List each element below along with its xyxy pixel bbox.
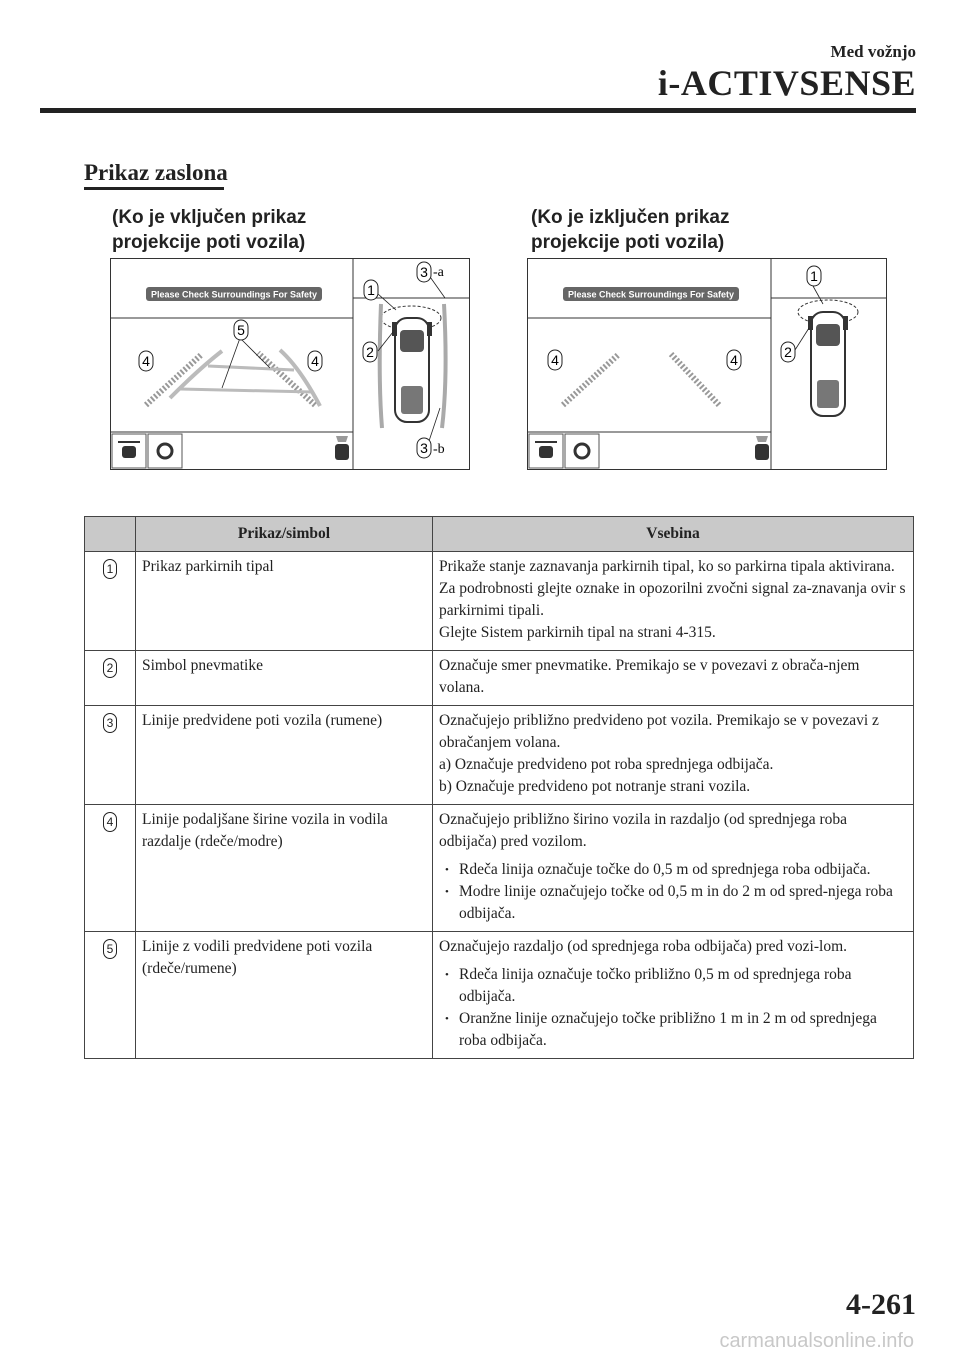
table-header-cell: Prikaz/simbol bbox=[136, 517, 433, 552]
row-content bbox=[433, 651, 914, 706]
page-number: 4-261 bbox=[846, 1288, 916, 1321]
header-section-label: Med vožnjo bbox=[830, 42, 916, 61]
callout-2 bbox=[781, 342, 795, 362]
row-number bbox=[85, 651, 136, 706]
number-badge: 5 bbox=[103, 939, 117, 959]
table-header-cell bbox=[85, 517, 136, 552]
section-title-underline bbox=[84, 187, 224, 190]
callout-4-left bbox=[548, 350, 562, 370]
table-row bbox=[85, 932, 914, 1059]
callout-4-right bbox=[308, 351, 322, 371]
content-paragraph: Prikaže stanje zaznavanja parkirnih tipal, ko so parkirna tipala aktivirana. bbox=[439, 558, 895, 575]
svg-text:2: 2 bbox=[784, 344, 792, 360]
svg-text:Please Check Surroundings For: Please Check Surroundings For Safety bbox=[150, 289, 318, 300]
callout-5 bbox=[234, 320, 248, 340]
row-number bbox=[85, 706, 136, 805]
content-paragraph: Označuje smer pnevmatike. Premikajo se v povezavi z obrača-njem volana. bbox=[439, 657, 860, 696]
safety-banner bbox=[146, 287, 322, 301]
table-header-cell: Vsebina bbox=[433, 517, 914, 552]
svg-text:4: 4 bbox=[311, 353, 319, 369]
svg-text:4: 4 bbox=[551, 352, 559, 368]
svg-text:1: 1 bbox=[367, 282, 375, 298]
figure-caption-on bbox=[112, 205, 412, 255]
number-badge: 4 bbox=[103, 812, 117, 832]
bullet-item: • Rdeča linija označuje točko približno 0,5 m od sprednjega roba odbijača. bbox=[439, 964, 907, 1008]
caption-line: projekcije poti vozila) bbox=[531, 232, 725, 253]
row-symbol: Prikaz parkirnih tipal bbox=[136, 552, 433, 651]
watermark: carmanualsonline.info bbox=[719, 1330, 914, 1352]
header-title: i-ACTIVSENSE bbox=[657, 63, 916, 103]
svg-text:3: 3 bbox=[420, 264, 428, 280]
svg-text:5: 5 bbox=[237, 322, 245, 338]
row-symbol: Simbol pnevmatike bbox=[136, 651, 433, 706]
content-paragraph: b) Označuje predvideno pot notranje strani vozila. bbox=[439, 778, 751, 795]
callout-1 bbox=[364, 280, 378, 300]
bullet-list bbox=[439, 964, 907, 1052]
callout-2 bbox=[363, 342, 377, 362]
table-row bbox=[85, 651, 914, 706]
row-content bbox=[433, 805, 914, 932]
row-symbol: Linije predvidene poti vozila (rumene) bbox=[136, 706, 433, 805]
caption-line: (Ko je vključen prikaz bbox=[112, 207, 307, 228]
table-row bbox=[85, 805, 914, 932]
content-paragraph: Označujejo približno širino vozila in razdaljo (od sprednjega roba odbijača) pred vozilom. bbox=[439, 811, 848, 850]
row-symbol: Linije z vodili predvidene poti vozila (rdeče/rumene) bbox=[136, 932, 433, 1059]
table-row bbox=[85, 552, 914, 651]
number-badge: 3 bbox=[103, 713, 117, 733]
section-title: Prikaz zaslona bbox=[84, 160, 228, 185]
row-symbol: Linije podaljšane širine vozila in vodila razdalje (rdeče/modre) bbox=[136, 805, 433, 932]
callout-4-left bbox=[139, 351, 153, 371]
number-badge: 2 bbox=[103, 658, 117, 678]
svg-text:4: 4 bbox=[730, 352, 738, 368]
settings-gear-button[interactable] bbox=[565, 434, 599, 468]
safety-banner bbox=[563, 287, 739, 301]
table-header-row bbox=[85, 517, 914, 552]
svg-text:-b: -b bbox=[433, 442, 445, 457]
svg-text:3: 3 bbox=[420, 440, 428, 456]
row-number bbox=[85, 552, 136, 651]
bullet-list bbox=[439, 859, 907, 925]
svg-text:1: 1 bbox=[810, 268, 818, 284]
screen-figure-projection-on bbox=[110, 258, 470, 470]
row-number bbox=[85, 805, 136, 932]
content-paragraph: Glejte Sistem parkirnih tipal na strani 4-315. bbox=[439, 624, 716, 641]
svg-text:4: 4 bbox=[142, 353, 150, 369]
callout-4-right bbox=[727, 350, 741, 370]
parking-sensor-button[interactable] bbox=[529, 434, 563, 468]
content-paragraph: Označujejo približno predvideno pot vozila. Premikajo se v povezavi z obračanjem volana. bbox=[439, 712, 879, 751]
number-badge: 1 bbox=[103, 559, 117, 579]
row-content bbox=[433, 932, 914, 1059]
content-paragraph: a) Označuje predvideno pot roba sprednjega odbijača. bbox=[439, 756, 774, 773]
row-content bbox=[433, 706, 914, 805]
settings-gear-button[interactable] bbox=[148, 434, 182, 468]
caption-line: (Ko je izključen prikaz bbox=[531, 207, 730, 228]
svg-text:Please Check Surroundings For: Please Check Surroundings For Safety bbox=[567, 289, 735, 300]
caption-line: projekcije poti vozila) bbox=[112, 232, 306, 253]
screen-figure-projection-off bbox=[527, 258, 887, 470]
content-paragraph: Za podrobnosti glejte oznake in opozorilni zvočni signal za-znavanja ovir s parkirnimi tipali. bbox=[439, 580, 906, 619]
header-rule bbox=[40, 108, 916, 113]
callout-1 bbox=[807, 266, 821, 286]
row-number bbox=[85, 932, 136, 1059]
bullet-item: • Rdeča linija označuje točke do 0,5 m od sprednjega roba odbijača. bbox=[439, 859, 907, 881]
figure-caption-off bbox=[531, 205, 831, 255]
content-paragraph: Označujejo razdaljo (od sprednjega roba odbijača) pred vozi-lom. bbox=[439, 938, 847, 955]
row-content bbox=[433, 552, 914, 651]
table-row bbox=[85, 706, 914, 805]
svg-text:2: 2 bbox=[366, 344, 374, 360]
bullet-item: • Oranžne linije označujejo točke približno 1 m in 2 m od sprednjega roba odbijača. bbox=[439, 1008, 907, 1052]
bullet-item: • Modre linije označujejo točke od 0,5 m in do 2 m od spred-njega roba odbijača. bbox=[439, 881, 907, 925]
svg-text:-a: -a bbox=[433, 265, 444, 280]
parking-sensor-button[interactable] bbox=[112, 434, 146, 468]
display-symbol-table bbox=[84, 516, 914, 1059]
